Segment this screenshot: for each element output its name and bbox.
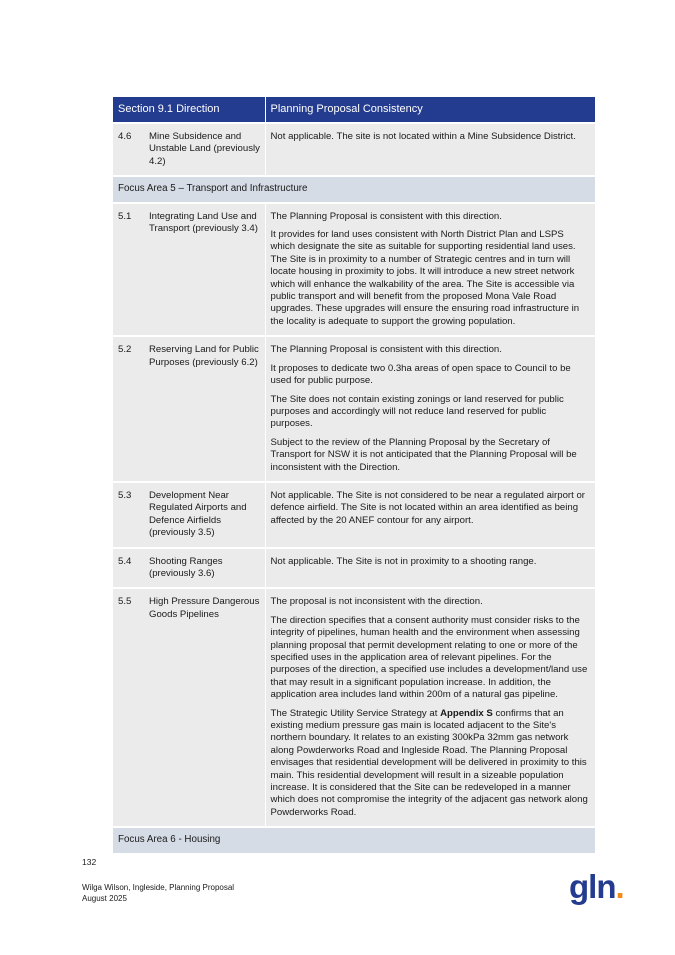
row-title: High Pressure Dangerous Goods Pipelines — [144, 588, 265, 827]
row-body — [265, 336, 595, 482]
row-paragraph: The direction specifies that a consent authority must consider risks to the integrity of pipelines, human health and the environment when assessing planning proposal that permit development relating to one or more of the specified uses in the application area of relevant pipelines. For the purposes of the direction, a specified use includes a development/land use that may result in a significant population increase. In addition, the application area includes land within 200m of a natural gas pipeline. — [270, 614, 588, 701]
document-date: August 2025 — [82, 894, 127, 903]
header-section-direction: Section 9.1 Direction — [113, 97, 265, 123]
row-body — [265, 203, 595, 337]
table-row — [113, 548, 595, 589]
appendix-reference: Appendix S — [440, 707, 493, 719]
row-number: 5.3 — [113, 482, 144, 548]
row-paragraph: The Planning Proposal is consistent with this direction. — [270, 210, 502, 222]
table-row — [113, 482, 595, 548]
row-title: Development Near Regulated Airports and Defence Airfields (previously 3.5) — [144, 482, 265, 548]
logo-dot: . — [615, 868, 624, 905]
row-paragraph: It proposes to dedicate two 0.3ha areas of open space to Council to be used for public purpose. — [270, 362, 571, 387]
focus-area-row — [113, 176, 595, 202]
row-paragraph: It provides for land uses consistent with North District Plan and LSPS which designate the site as suitable for supporting residential land uses. The Site is in proximity to a number of Strategic centres and in turn will locate housing in proximity to jobs. It will introduce a new street network which will enhance the walkability of the area. The Site is accessible via public transport and will benefit from the proposed Mona Vale Road upgrades. These upgrades will ensure the ensuring road infrastructure in the locality is adequate to support the growing population. — [270, 229, 580, 327]
row-title: Shooting Ranges (previously 3.6) — [144, 548, 265, 589]
row-body — [265, 123, 595, 176]
row-body — [265, 482, 595, 548]
row-number: 4.6 — [113, 123, 144, 176]
row-paragraph: Not applicable. The Site is not considered to be near a regulated airport or defence airfield. The Site is not located within an area identified as being affected by the 20 ANEF contour for any airport. — [270, 489, 585, 526]
row-paragraph: The Planning Proposal is consistent with this direction. — [270, 344, 502, 356]
focus-area-6-heading: Focus Area 6 - Housing — [113, 827, 595, 852]
document-title: Wilga Wilson, Ingleside, Planning Proposal — [82, 883, 235, 892]
page-number: 132 — [82, 857, 97, 867]
logo-text: gln — [569, 868, 616, 905]
paragraph-text: The Strategic Utility Service Strategy at — [270, 707, 441, 719]
row-paragraph: Subject to the review of the Planning Proposal by the Secretary of Transport for NSW it is not anticipated that the Planning Proposal will be inconsistent with the Direction. — [270, 436, 577, 473]
row-title: Mine Subsidence and Unstable Land (previously 4.2) — [144, 123, 265, 176]
focus-area-row — [113, 827, 595, 852]
row-title: Reserving Land for Public Purposes (previously 6.2) — [144, 336, 265, 482]
row-body — [265, 588, 595, 827]
row-paragraph: The Site does not contain existing zonings or land reserved for public purposes and accordingly will not reduce land reserved for public purposes. — [270, 393, 564, 430]
row-title: Integrating Land Use and Transport (previously 3.4) — [144, 203, 265, 337]
row-paragraph — [271, 708, 591, 820]
table-header-row — [113, 97, 595, 123]
row-number: 5.4 — [113, 548, 144, 589]
row-number: 5.5 — [113, 588, 144, 827]
footer-text — [82, 882, 234, 904]
focus-area-5-heading: Focus Area 5 – Transport and Infrastructure — [113, 176, 595, 202]
row-paragraph: Not applicable. The Site is not in proximity to a shooting range. — [270, 555, 537, 567]
row-paragraph: The proposal is not inconsistent with the direction. — [270, 596, 483, 608]
header-planning-proposal-consistency: Planning Proposal Consistency — [265, 97, 595, 123]
row-number: 5.1 — [113, 203, 144, 337]
table-row — [113, 123, 595, 176]
row-body — [265, 548, 595, 589]
table-row — [113, 588, 595, 827]
row-paragraph: Not applicable. The site is not located within a Mine Subsidence District. — [270, 131, 576, 142]
table-row — [113, 336, 595, 482]
consistency-table — [113, 97, 595, 853]
row-number: 5.2 — [113, 336, 144, 482]
paragraph-text: confirms that an existing medium pressure gas main is located adjacent to the Site's northern boundary. It relates to an existing 300kPa 32mm gas network along Powderworks Road and Ingleside Road. The Planning Proposal envisages that residential development will be delivered in proximity to this main. This residential development will result in a sizeable population increase. It is considered that the Site can be redeveloped in a manner which does not compromise the integrity of the adjacent gas network along Powderworks Road. — [270, 707, 588, 818]
gln-logo — [569, 869, 624, 905]
table-row — [113, 203, 595, 337]
